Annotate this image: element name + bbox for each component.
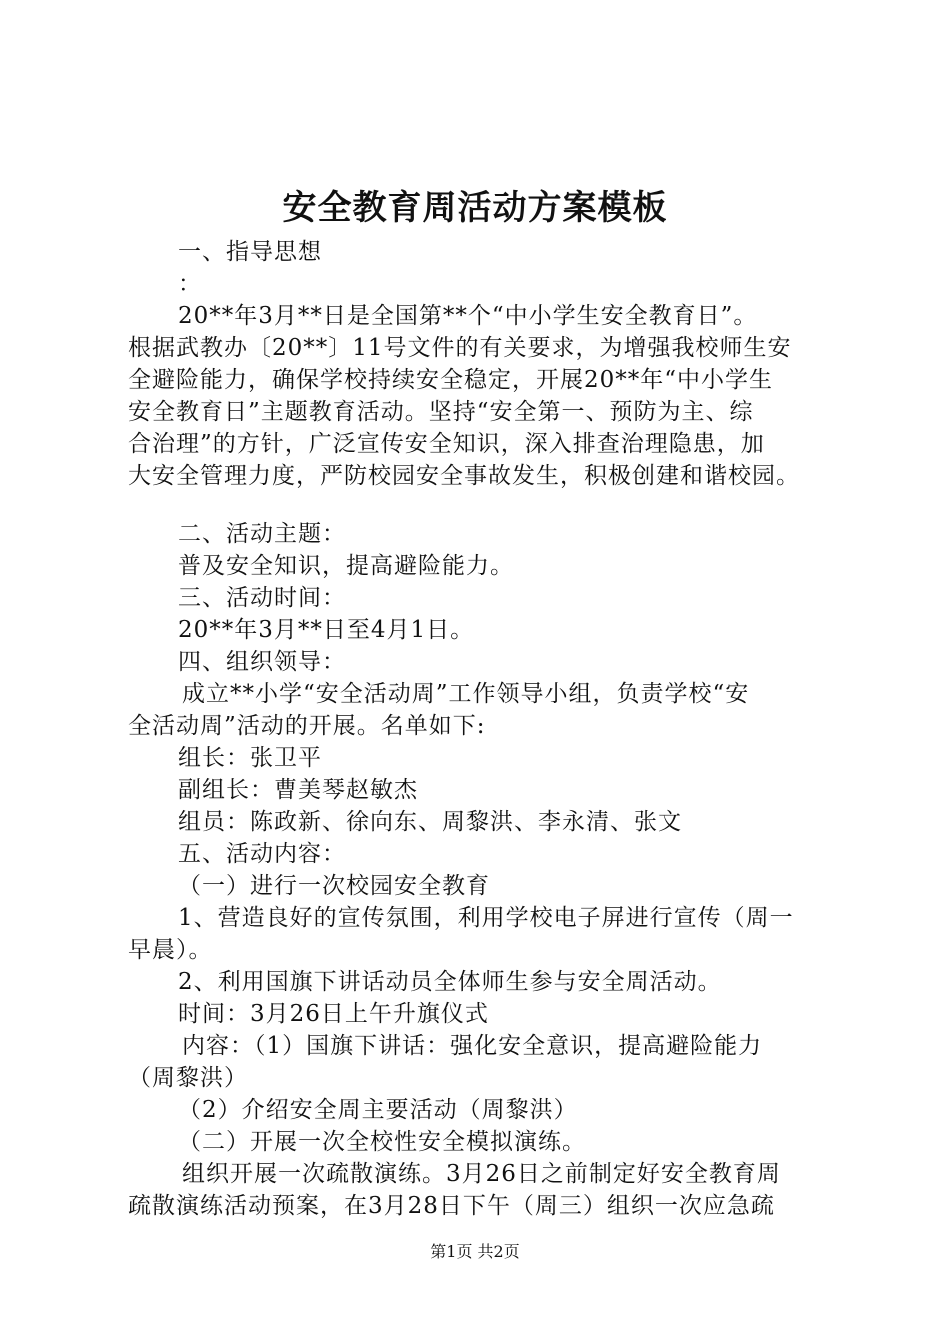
paragraph-line: 普及安全知识，提高避险能力。 bbox=[178, 553, 514, 579]
paragraph-line: 内容：（1）国旗下讲话：强化安全意识，提高避险能力 bbox=[182, 1033, 763, 1059]
paragraph-line: 全活动周”活动的开展。名单如下: bbox=[128, 713, 486, 739]
paragraph-line: 疏散演练活动预案，在3月28日下午（周三）组织一次应急疏 bbox=[128, 1193, 775, 1219]
paragraph-line: 早晨）。 bbox=[128, 937, 213, 963]
page-footer: 第1页 共2页 bbox=[430, 1242, 520, 1261]
section-heading: 三、活动时间： bbox=[178, 585, 346, 611]
paragraph-line: 大安全管理力度，严防校园安全事故发生，积极创建和谐校园。 bbox=[128, 463, 800, 489]
paragraph-line: （周黎洪） bbox=[128, 1065, 248, 1091]
paragraph-line: 组长：张卫平 bbox=[178, 745, 322, 771]
section-heading: 一、指导思想 bbox=[178, 239, 322, 265]
document-title: 安全教育周活动方案模板 bbox=[282, 188, 668, 228]
section-heading: 四、组织领导： bbox=[178, 649, 346, 675]
paragraph-gap bbox=[128, 492, 828, 518]
paragraph-line: 2、利用国旗下讲话动员全体师生参与安全周活动。 bbox=[178, 969, 722, 995]
paragraph-line: ： bbox=[178, 271, 202, 297]
document-body bbox=[128, 236, 828, 1222]
paragraph-line: 组员：陈政新、徐向东、周黎洪、李永清、张文 bbox=[178, 809, 682, 835]
paragraph-line: 安全教育日”主题教育活动。坚持“安全第一、预防为主、综 bbox=[128, 399, 754, 425]
paragraph-line: 1、营造良好的宣传氛围，利用学校电子屏进行宣传（周一 bbox=[178, 905, 794, 931]
section-heading: 五、活动内容： bbox=[178, 841, 346, 867]
subsection-heading: （一）进行一次校园安全教育 bbox=[178, 873, 490, 899]
paragraph-line: 副组长：曹美琴赵敏杰 bbox=[178, 777, 418, 803]
paragraph-line: 20**年3月**日是全国第**个“中小学生安全教育日”。 bbox=[178, 303, 758, 329]
paragraph-line: （2）介绍安全周主要活动（周黎洪） bbox=[178, 1097, 578, 1123]
paragraph-line: 根据武教办〔20**〕11号文件的有关要求，为增强我校师生安 bbox=[128, 335, 792, 361]
paragraph-line: 合治理”的方针，广泛宣传安全知识，深入排查治理隐患，加 bbox=[128, 431, 765, 457]
paragraph-line: 时间：3月26日上午升旗仪式 bbox=[178, 1001, 489, 1027]
paragraph-line: 20**年3月**日至4月1日。 bbox=[178, 617, 475, 643]
subsection-heading: （二）开展一次全校性安全模拟演练。 bbox=[178, 1129, 586, 1155]
paragraph-line: 组织开展一次疏散演练。3月26日之前制定好安全教育周 bbox=[182, 1161, 781, 1187]
paragraph-line: 成立**小学“安全活动周”工作领导小组，负责学校“安 bbox=[182, 681, 750, 707]
section-heading: 二、活动主题： bbox=[178, 521, 346, 547]
paragraph-line: 全避险能力，确保学校持续安全稳定，开展20**年“中小学生 bbox=[128, 367, 774, 393]
